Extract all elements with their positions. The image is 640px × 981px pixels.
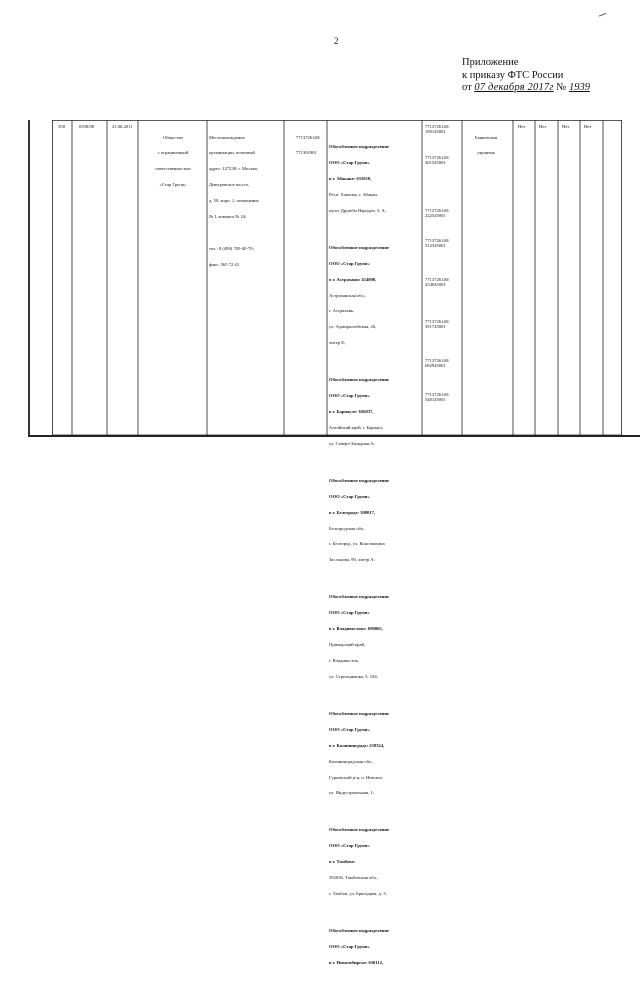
branch-title: ООО «Стар Групп» [329,260,370,266]
address-line: № I, комната № 24; [209,214,247,220]
appendix-date: 07 декабря 2017г [474,82,554,93]
org-name-line: «Стар Групп» [159,182,187,188]
row-reg-number: 0358/08 [79,124,95,129]
branch-inn-kpp [425,124,450,403]
branch-addr: Заслонова, 90, литер А; [329,557,375,563]
branch-title: ООО «Стар Групп» [329,493,370,499]
address-line: тел.: 8 (499) 705-40-70; [209,245,254,251]
branch-title: ООО «Стар Групп» [329,944,370,950]
scan-border-left [28,120,30,437]
appendix-header [462,57,590,95]
appendix-number: 1939 [568,82,590,93]
address-line: адрес: 127238, г. Москва, [209,166,258,172]
branch-title: ООО «Стар Групп» [329,726,370,732]
branch-title: в г. Белгороде: 308017, [329,509,376,515]
branch-title: в г. Барнауле: 656037, [329,409,374,415]
branch [329,817,389,907]
branch [329,367,389,457]
branch-addr: ул. Северо-Западная, 6; [329,440,375,446]
branch-addr: Гурьевский р-н, п. Невское, [329,774,384,780]
guarantee-line: Банковская [475,134,497,140]
row-org-name [140,124,206,193]
address-line: Дмитровское шоссе, [209,182,250,188]
branch-addr: литер Е; [329,340,346,346]
branch-addr: г. Тамбов, ул. Бригадная, д. 3; [329,891,387,897]
branch-addr: Калининградская обл., [329,758,374,764]
kpp: 190145001 [425,129,446,135]
branch-title: ООО «Стар Групп» [329,610,370,616]
branch-title: в г. Тамбове: [329,859,356,865]
kpp: 682945001 [425,363,446,369]
branch-addr: ул. Индустриальная, 1; [329,790,374,796]
branch-inn-4 [425,277,449,288]
branch-title: Обособленное подразделение [329,594,390,600]
branch-addr: Респ. Хакасия, г. Абакан, [329,191,378,197]
branch-addr: г. Владивосток, [329,657,360,663]
branch-title: ООО «Стар Групп» [329,843,370,849]
flag-4: Нет [584,124,592,129]
flag-2: Нет [539,124,547,129]
branch-addr: 392036, Тамбовская обл., [329,875,379,881]
inn: 7713726140/ [425,208,450,213]
appendix-prefix: от [462,82,472,93]
address-line: д. 59, корп. 1, помещение [209,198,259,204]
branch-addr: Астраханская обл., [329,292,366,298]
branch-title: Обособленное подразделение [329,827,390,833]
kpp: 312345001 [425,243,446,249]
branch-title: Обособленное подразделение [329,244,390,250]
branch-inn-7 [425,392,449,403]
kpp: 254045001 [425,282,446,288]
address-line: факс: 565 72 43 [209,261,239,267]
branch-title: в г. Астрахани: 414000, [329,276,377,282]
branch-inn-6 [425,358,449,369]
inn: 7713726140/ [425,392,450,397]
branch-title: ООО «Стар Групп» [329,393,370,399]
org-name-line: ответственностью [155,166,191,172]
org-name-line: Общество [163,134,183,140]
flag-1: Нет [518,124,526,129]
branch [329,134,389,224]
branch-inn-3 [425,238,449,249]
kpp: 540145001 [425,397,446,403]
appendix-num-sign: № [556,82,567,93]
address-line [209,230,259,235]
branch-title: в г. Владивостоке: 690065, [329,626,383,632]
branch-addr: г. Астрахань, [329,308,355,314]
branch-addr: пр-кт Дружбы Народов, 3, А; [329,207,387,213]
branch [329,584,389,690]
guarantee-line: гарантия [477,150,495,156]
appendix-title: Приложение [462,57,519,68]
address-line: организации, почтовый [209,150,255,156]
row-inn-kpp [296,124,320,161]
kpp: 391745001 [425,324,446,330]
branch-title: Обособленное подразделение [329,710,390,716]
row-date: 21.06.2011 [112,124,133,129]
branch-inn-0 [425,124,449,135]
flag-3: Нет [562,124,570,129]
row-guarantee [464,124,508,161]
branch-addr: Белгородская обл., [329,525,366,531]
branch [329,467,389,573]
branch-title: Обособленное подразделение [329,377,390,383]
branch-title: Обособленное подразделение [329,477,390,483]
branch-addr: Алтайский край, г. Барнаул, [329,424,384,430]
branch [329,700,389,806]
branch [329,234,389,356]
inn: 7713726140/ [425,155,450,160]
branch-title: Обособленное подразделение [329,928,390,934]
branch-addr: Приморский край, [329,642,366,648]
inn: 7713726140/ [425,277,450,282]
kpp: 222545001 [425,213,446,219]
org-name-line: с ограниченной [157,150,189,156]
inn: 7713726140/ [425,124,450,129]
appendix-order: к приказу ФТС России [462,69,564,81]
branch-title: ООО «Стар Групп» [329,160,370,166]
branch-addr: ул. Стрельникова, 5, 104; [329,673,378,679]
kpp: 771301001 [296,150,317,156]
row-address [209,124,259,272]
branch-inn-1 [425,155,449,166]
branch-title: в г. Абакане: 655018, [329,175,372,181]
branch-title: в г. Калининграде: 238324, [329,742,385,748]
address-line: Местонахождение [209,134,245,140]
branch-title: в г. Новосибирске: 630112, [329,959,384,965]
row-number: 358 [58,124,65,129]
kpp: 301545001 [425,160,446,166]
branch-addr: г. Белгород, ул. Константина [329,541,385,547]
inn: 7713726140/ [425,238,450,243]
appendix-date-line [462,82,590,95]
branch-title: Обособленное подразделение [329,144,390,150]
scan-mark [599,13,610,24]
branches-list [329,123,389,981]
branch [329,918,389,976]
inn: 7713726140/ [425,319,450,324]
inn: 7713726140/ [425,358,450,363]
page-number: 2 [334,36,339,46]
branch-addr: ул. Адмиралтейская, 26, [329,324,377,330]
branch-inn-2 [425,208,449,219]
branch-inn-5 [425,319,449,330]
inn: 7713726140/ [296,134,321,140]
